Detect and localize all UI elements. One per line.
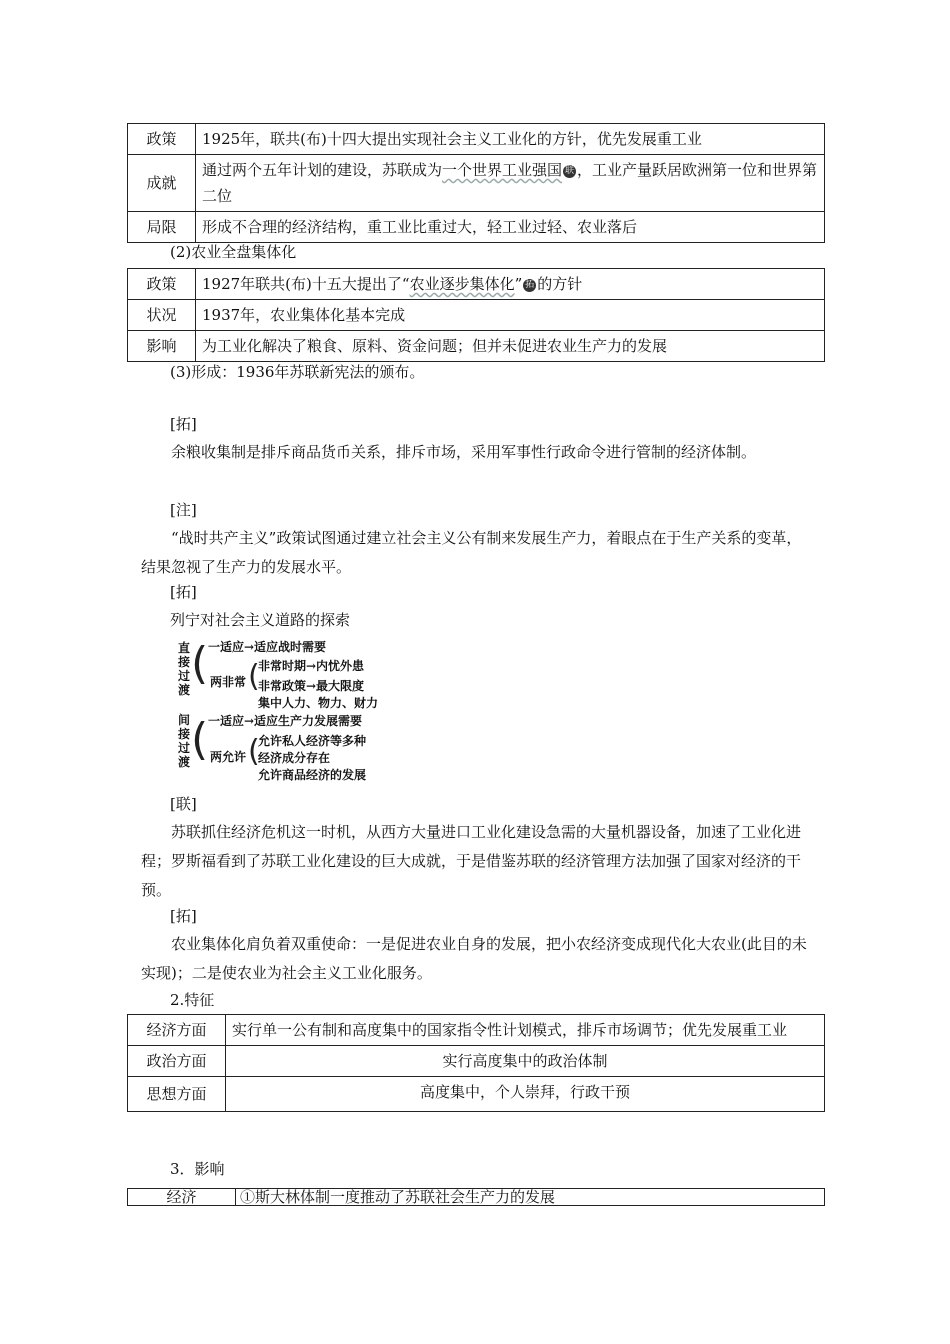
text-segment: 的方针	[537, 275, 583, 293]
row-text	[196, 269, 825, 300]
row-text: 形成不合理的经济结构，重工业比重过大，轻工业过轻、农业落后	[196, 212, 825, 243]
section-line: (3)形成：1936年苏联新宪法的颁布。	[170, 363, 425, 381]
note-tag: [注]	[170, 501, 197, 519]
diagram-item: 集中人力、物力、财力	[258, 696, 379, 710]
text-segment: ”	[514, 275, 523, 293]
row-label: 经济	[128, 1189, 236, 1206]
diagram-item: 经济成分存在	[258, 751, 331, 765]
note-mark-icon: 拓	[525, 279, 535, 290]
wavy-underlined-text: 农业逐步集体化	[409, 275, 515, 293]
row-label: 状况	[128, 300, 196, 331]
note-text: 列宁对社会主义道路的探索	[170, 611, 351, 629]
section-title: (2)农业全盘集体化	[170, 243, 297, 261]
diagram-item: 非常政策→最大限度	[258, 679, 365, 693]
brace-icon: (	[191, 714, 209, 765]
diagram-item: 两非常	[210, 675, 247, 689]
brace-icon: (	[248, 659, 260, 694]
row-label: 政治方面	[128, 1046, 226, 1077]
note-text: 农业集体化肩负着双重使命：一是促进农业自身的发展，把小农经济变成现代化大农业(此目的未实现)；二是使农业为社会主义工业化服务。	[141, 935, 807, 982]
table-row	[128, 124, 825, 155]
section-title: 2.特征	[170, 991, 215, 1009]
row-text: 1937年，农业集体化基本完成	[196, 300, 825, 331]
diagram-item: 非常时期→内忧外患	[258, 659, 365, 673]
brace-icon: (	[191, 638, 209, 689]
table-row	[128, 1189, 825, 1206]
row-label: 思想方面	[128, 1077, 226, 1112]
note-text: 苏联抓住经济危机这一时机，从西方大量进口工业化建设急需的大量机器设备，加速了工业化进程；罗斯福看到了苏联工业化建设的巨大成就，于是借鉴苏联的经济管理方法加强了国家对经济的干预。	[141, 823, 802, 899]
table-row	[128, 300, 825, 331]
text-segment: 通过两个五年计划的建设，苏联成为	[202, 161, 443, 179]
row-label: 经济方面	[128, 1015, 226, 1046]
section-title: 3．影响	[170, 1160, 225, 1178]
diagram-item: 允许私人经济等多种	[258, 734, 367, 748]
direct-transition-label: 直接过渡	[177, 641, 190, 697]
row-label: 成就	[128, 155, 196, 212]
row-text	[196, 155, 825, 212]
table-row	[128, 269, 825, 300]
brace-icon: (	[248, 734, 260, 769]
note-tag: [联]	[170, 795, 197, 813]
table-row	[128, 331, 825, 362]
table-row	[128, 1046, 825, 1077]
features-table	[127, 1014, 825, 1112]
row-label: 影响	[128, 331, 196, 362]
row-text: 高度集中，个人崇拜，行政干预	[226, 1077, 825, 1112]
note-text: 余粮收集制是排斥商品货币关系，排斥市场，采用军事性行政命令进行管制的经济体制。	[171, 443, 757, 461]
text-segment: 1927年联共(布)十五大提出了“	[202, 275, 410, 293]
diagram-item: 两允许	[210, 750, 247, 764]
row-label: 局限	[128, 212, 196, 243]
row-text: 实行高度集中的政治体制	[226, 1046, 825, 1077]
row-text: 实行单一公有制和高度集中的国家指令性计划模式，排斥市场调节；优先发展重工业	[226, 1015, 825, 1046]
row-text: 为工业化解决了粮食、原料、资金问题；但并未促进农业生产力的发展	[196, 331, 825, 362]
text-segment: ，工业产量跃居欧洲第一位和世界第二位	[202, 161, 818, 205]
row-text: ①斯大林体制一度推动了苏联社会生产力的发展	[236, 1189, 825, 1206]
note-tag: [拓]	[170, 415, 197, 433]
note-text: “战时共产主义”政策试图通过建立社会主义公有制来发展生产力，着眼点在于生产关系的变革，结果忽视了生产力的发展水平。	[141, 529, 802, 576]
diagram-item: 一适应→适应生产力发展需要	[208, 714, 363, 728]
row-label: 政策	[128, 269, 196, 300]
note-tag: [拓]	[170, 583, 197, 601]
indirect-transition-label: 间接过渡	[177, 713, 190, 769]
impact-table	[127, 1188, 825, 1206]
note-tag: [拓]	[170, 907, 197, 925]
row-text: 1925年，联共(布)十四大提出实现社会主义工业化的方针，优先发展重工业	[196, 124, 825, 155]
diagram-item: 允许商品经济的发展	[258, 768, 367, 782]
table-row	[128, 1077, 825, 1112]
table-row	[128, 1015, 825, 1046]
wavy-underlined-text: 一个世界工业强国	[442, 161, 563, 179]
industrialization-table	[127, 123, 825, 243]
note-mark-icon: 联	[565, 165, 575, 176]
diagram-item: 一适应→适应战时需要	[208, 640, 327, 654]
table-row	[128, 155, 825, 212]
collectivization-table	[127, 268, 825, 362]
row-label: 政策	[128, 124, 196, 155]
